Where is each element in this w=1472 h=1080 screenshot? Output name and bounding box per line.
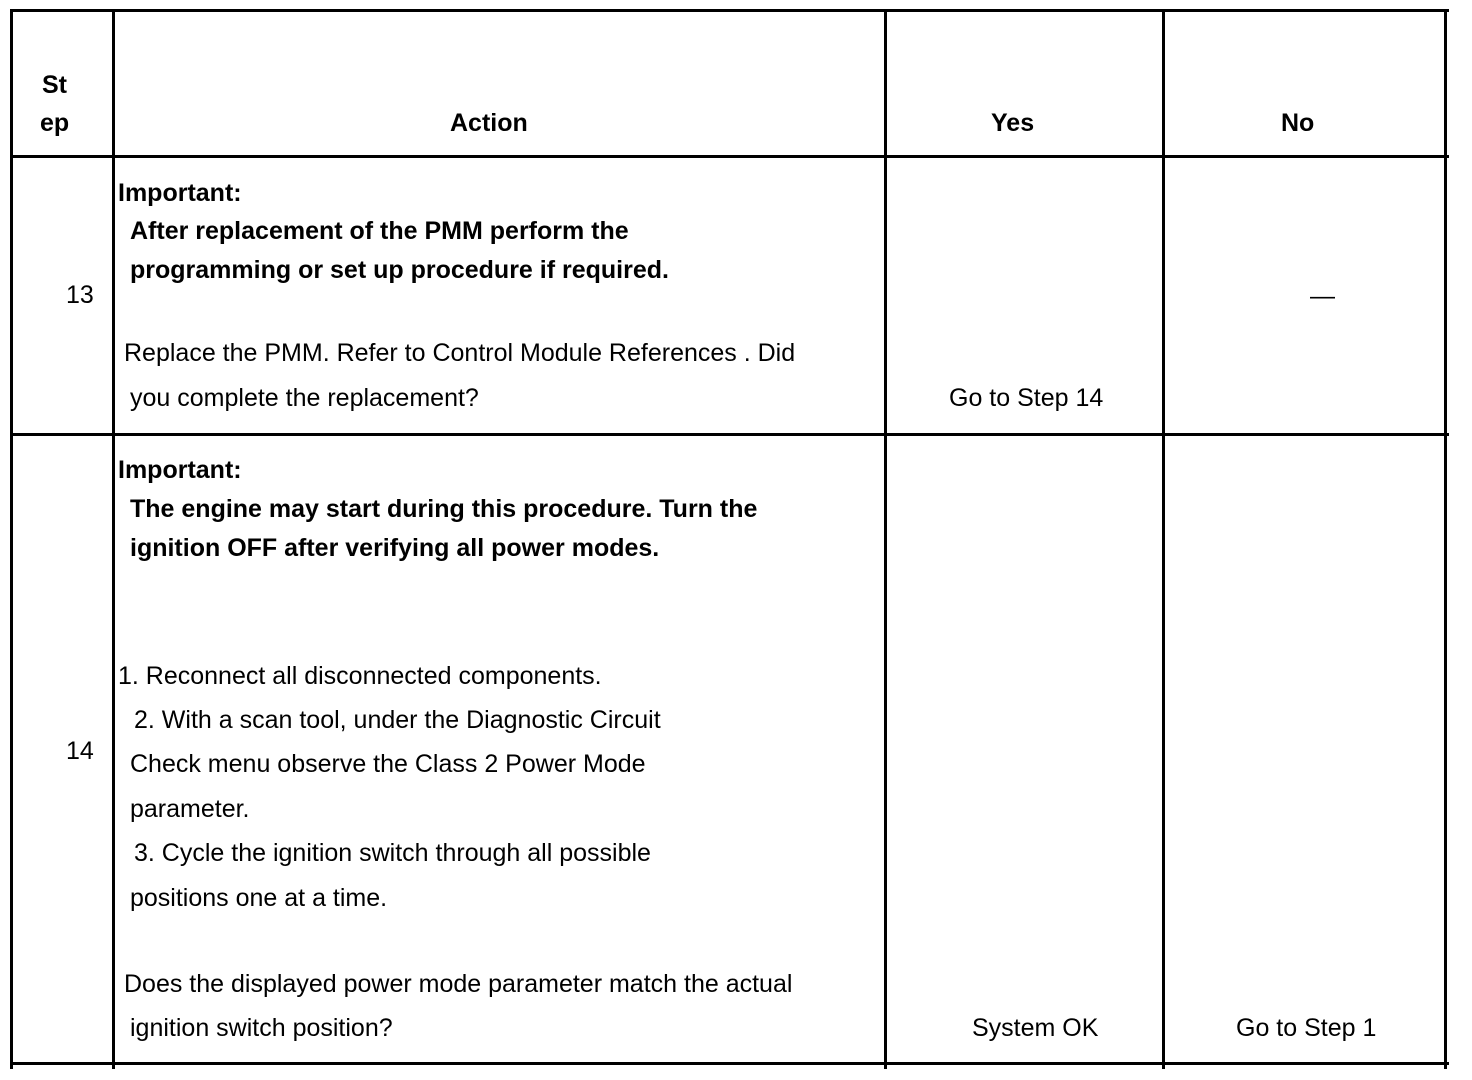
important-note-line: ignition OFF after verifying all power modes. — [130, 534, 660, 562]
table-border-right — [1444, 9, 1447, 1069]
list-item-continued: positions one at a time. — [130, 884, 388, 912]
header-no: No — [1281, 109, 1315, 137]
action-text-line: ignition switch position? — [130, 1014, 393, 1042]
header-step-line1: St — [42, 71, 67, 99]
yes-result: Go to Step 14 — [949, 384, 1104, 412]
column-divider-step — [112, 9, 115, 1069]
table-border-bottom — [10, 1062, 1449, 1065]
list-item-continued: parameter. — [130, 795, 250, 823]
table-border-top — [10, 9, 1449, 12]
list-item: 2. With a scan tool, under the Diagnostic Circuit — [134, 706, 661, 734]
action-text-line: Replace the PMM. Refer to Control Module References . Did — [124, 339, 796, 367]
column-divider-action — [884, 9, 887, 1069]
list-item-continued: Check menu observe the Class 2 Power Mode — [130, 750, 646, 778]
header-divider — [10, 155, 1449, 158]
important-note-line: After replacement of the PMM perform the — [130, 217, 629, 245]
important-note-line: programming or set up procedure if required. — [130, 256, 669, 284]
list-item: 3. Cycle the ignition switch through all possible — [134, 839, 651, 867]
important-label: Important: — [118, 179, 242, 207]
no-result: Go to Step 1 — [1236, 1014, 1377, 1042]
action-text-line: you complete the replacement? — [130, 384, 479, 412]
important-note-line: The engine may start during this procedure. Turn the — [130, 495, 758, 523]
no-result: — — [1310, 282, 1335, 310]
table-border-left — [10, 9, 13, 1069]
yes-result: System OK — [972, 1014, 1099, 1042]
header-yes: Yes — [991, 109, 1035, 137]
action-text-line: Does the displayed power mode parameter match the actual — [124, 970, 793, 998]
header-step-line2: ep — [40, 109, 70, 137]
list-item: 1. Reconnect all disconnected components. — [118, 662, 602, 690]
header-action: Action — [450, 109, 528, 137]
important-label: Important: — [118, 456, 242, 484]
step-number: 14 — [66, 737, 94, 765]
step-number: 13 — [66, 281, 94, 309]
row-divider — [10, 433, 1449, 436]
column-divider-yes — [1162, 9, 1165, 1069]
